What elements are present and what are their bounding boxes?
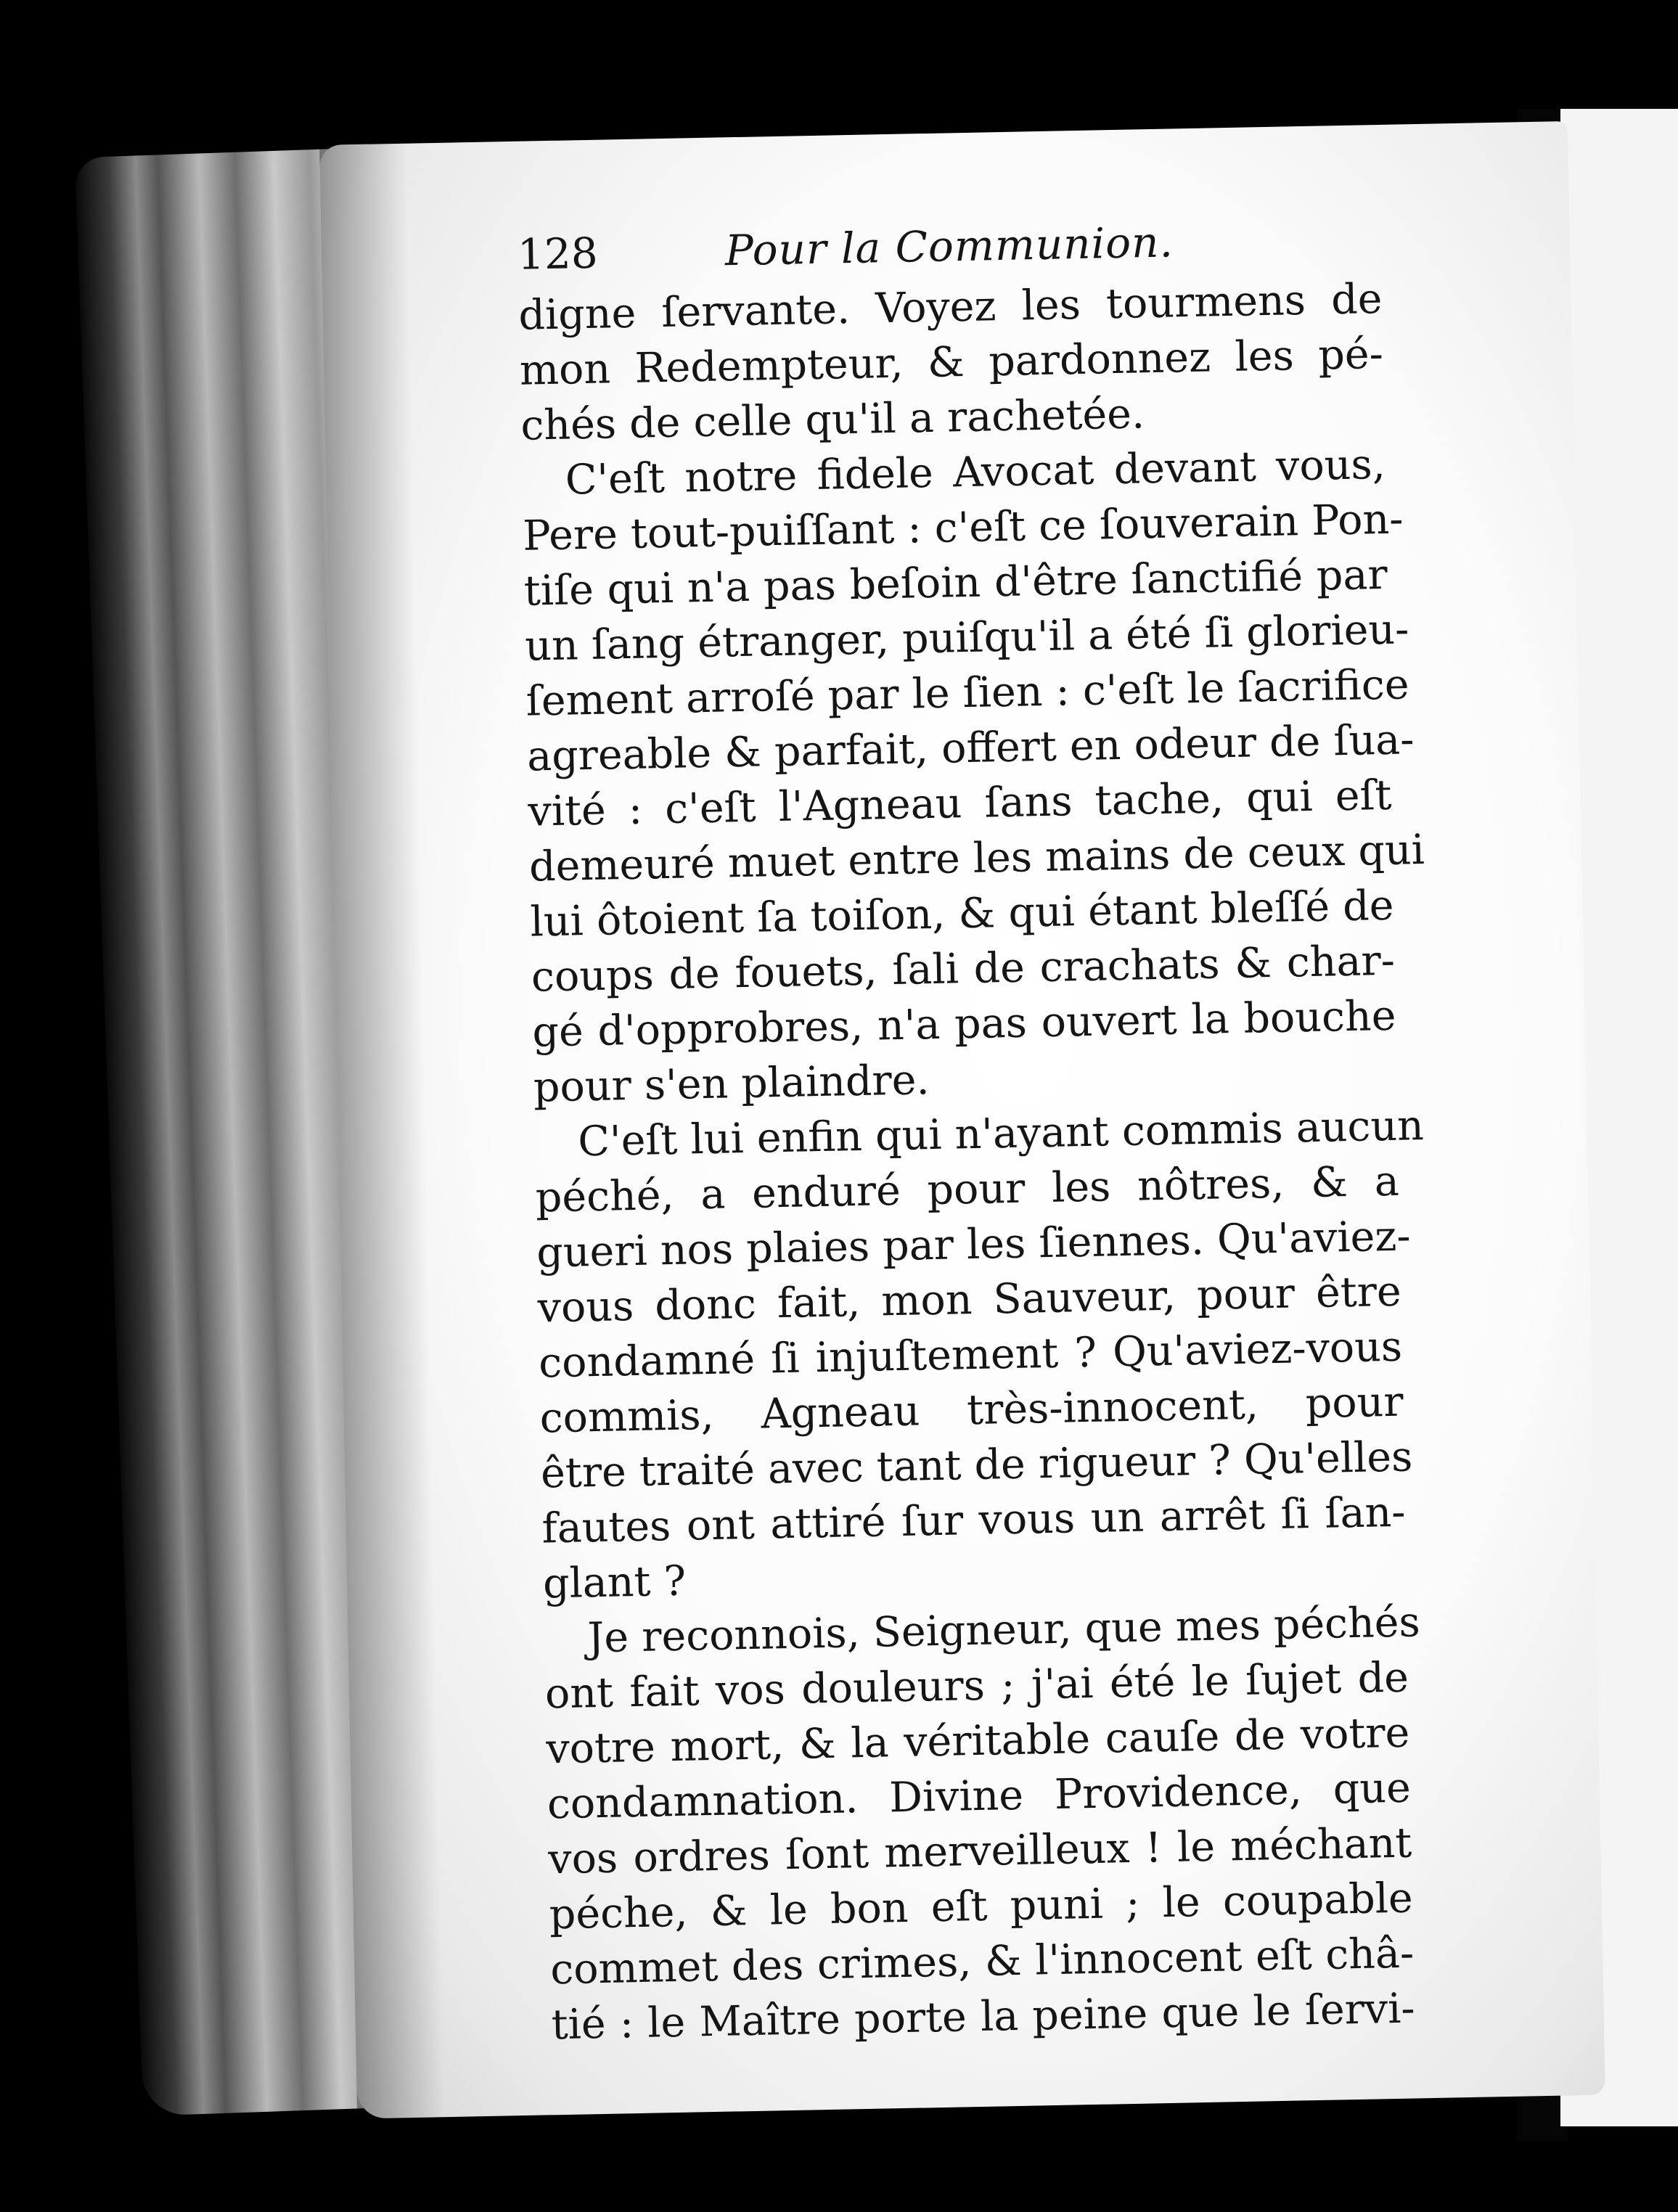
text-line: lui ôtoient ſa toiſon, & qui étant bleſſé de (529, 881, 1395, 946)
text-line: être traité avec tant de rigueur ? Qu'elles (540, 1433, 1413, 1498)
page-number: 128 (517, 228, 599, 279)
text-line: commis, Agneau très-innocent, pour (539, 1377, 1404, 1443)
text-line: péché, a enduré pour les nôtres, & a (535, 1157, 1400, 1222)
text-line: ſement arroſé par le ſien : c'eſt le ſacrifice (525, 660, 1410, 726)
text-line: ont fait vos douleurs ; j'ai été le ſujet de (544, 1653, 1409, 1719)
text-line: agreable & parfait, offert en odeur de ſua- (526, 716, 1415, 781)
page-text-block (517, 205, 1425, 2052)
text-line: vos ordres ſont merveilleux ! le méchant (547, 1819, 1412, 1884)
text-line: vous donc fait, mon Sauveur, pour être (537, 1267, 1402, 1332)
text-line: pour s'en plaindre. (533, 1056, 930, 1112)
text-line: C'eſt notre fidele Avocat devant vous, (565, 440, 1386, 504)
text-line: tié : le Maître porte la peine que le ſervi- (551, 1984, 1416, 2049)
body-text (517, 271, 1425, 2052)
text-line: condamnation. Divine Providence, que (547, 1764, 1412, 1829)
running-title: Pour la Communion. (724, 217, 1174, 276)
text-line: condamné ſi injuſtement ? Qu'aviez-vous (538, 1322, 1403, 1388)
text-line: Je reconnois, Seigneur, que mes péchés (586, 1598, 1421, 1663)
text-line: gé d'opprobres, n'a pas ouvert la bouche (531, 991, 1396, 1057)
text-line: gueri nos plaies par les ſiennes. Qu'aviez- (536, 1212, 1412, 1277)
text-line: fautes ont attiré ſur vous un arrêt ſi ſan- (541, 1488, 1407, 1553)
text-line: glant ? (542, 1557, 687, 1608)
text-line: coups de fouets, ſali de crachats & char- (531, 936, 1396, 1001)
book-page (319, 121, 1605, 2119)
text-line: votre mort, & la véritable cauſe de votre (545, 1708, 1410, 1774)
text-line: un ſang étranger, puiſqu'il a été ſi glorieu- (524, 605, 1409, 671)
text-line: chés de celle qu'il a rachetée. (520, 390, 1145, 450)
text-line: C'eſt lui enfin qui n'ayant commis aucun (577, 1102, 1425, 1166)
text-line: Pere tout-puiſſant : c'eſt ce ſouverain Pon- (522, 495, 1404, 560)
text-line: tiſe qui n'a pas beſoin d'être ſanctifié par (523, 550, 1388, 615)
text-line: mon Redempteur, & pardonnez les pé- (519, 329, 1384, 395)
text-line: commet des crimes, & l'innocent eſt châ- (549, 1929, 1415, 1994)
text-line: demeuré muet entre les mains de ceux qui (528, 825, 1425, 891)
text-line: péche, & le bon eſt puni ; le coupable (549, 1874, 1414, 1939)
text-line: vité : c'eſt l'Agneau ſans tache, qui eſt (528, 771, 1393, 836)
text-line: digne ſervante. Voyez les tourmens de (517, 274, 1383, 340)
